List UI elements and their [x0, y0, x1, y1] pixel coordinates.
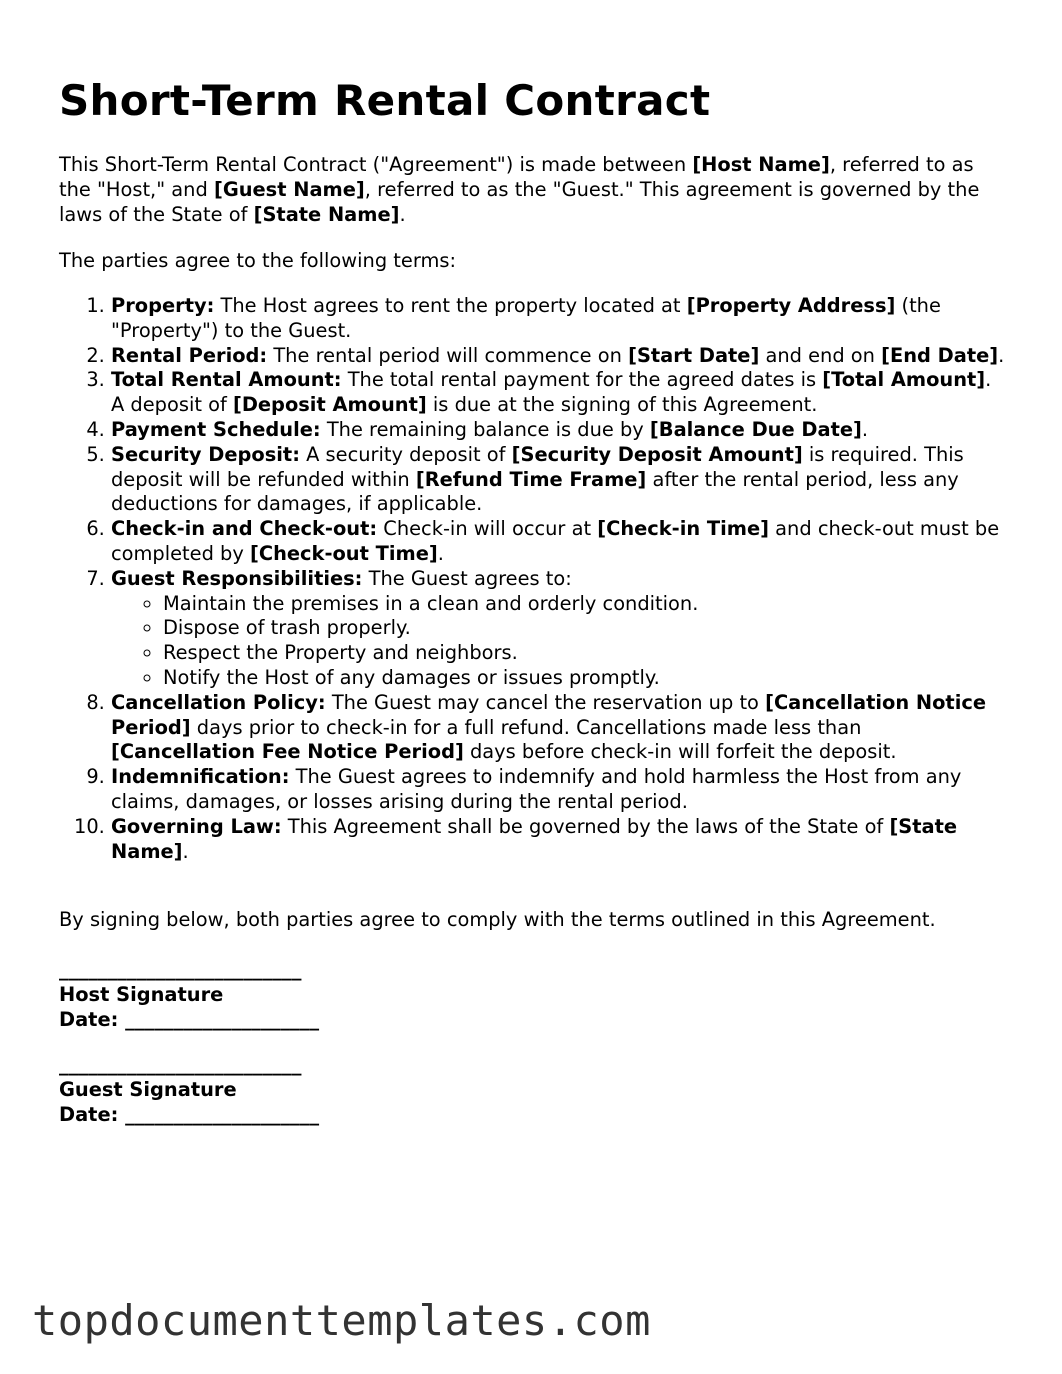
- guest-date-field[interactable]: Date: ____________________: [59, 1102, 320, 1126]
- closing-statement: By signing below, both parties agree to comply with the terms outlined in this Agreement.: [59, 908, 936, 931]
- list-item: ◦ Notify the Host of any damages or issues promptly.: [163, 666, 1009, 691]
- terms-list: [59, 294, 1009, 864]
- host-signature-block: [59, 958, 319, 1032]
- terms-lead: The parties agree to the following terms:: [59, 249, 456, 272]
- term-security-deposit: 5. Security Deposit: A security deposit of [Security Deposit Amount] is required. This deposit will be refunded within [Refund Time Frame] after the rental period, less any deductions for damages, if applicable.: [111, 443, 1009, 517]
- responsibilities-list: [111, 592, 1009, 691]
- guest-name-placeholder: [Guest Name]: [213, 177, 365, 201]
- term-cancellation-policy: 8. Cancellation Policy: The Guest may cancel the reservation up to [Cancellation Notice Period] days prior to check-in for a full refund. Cancellations made less than [Cancellation Fee Notice Period] days before check-in will forfeit the deposit.: [111, 691, 1009, 765]
- guest-signature-line[interactable]: _________________________: [59, 1053, 302, 1076]
- guest-signature-block: [59, 1053, 319, 1127]
- term-indemnification: 9. Indemnification: The Guest agrees to indemnify and hold harmless the Host from any claims, damages, or losses arising during the rental period.: [111, 765, 1009, 815]
- host-date-field[interactable]: Date: ____________________: [59, 1007, 320, 1031]
- term-payment-schedule: 4. Payment Schedule: The remaining balance is due by [Balance Due Date].: [111, 418, 1009, 443]
- intro-paragraph: This Short-Term Rental Contract ("Agreement") is made between [Host Name], referred to as the "Host," and [Guest Name], referred to as the "Guest." This agreement is governed by the laws of the State of [State Name].: [59, 153, 980, 226]
- list-item: ◦ Dispose of trash properly.: [163, 616, 1009, 641]
- page-title: Short-Term Rental Contract: [59, 76, 711, 125]
- list-item: ◦ Respect the Property and neighbors.: [163, 641, 1009, 666]
- term-check-in-check-out: 6. Check-in and Check-out: Check-in will occur at [Check-in Time] and check-out must be completed by [Check-out Time].: [111, 517, 1009, 567]
- watermark: topdocumenttemplates.com: [32, 1296, 651, 1345]
- host-signature-label: Host Signature: [59, 982, 224, 1006]
- term-rental-period: 2. Rental Period: The rental period will commence on [Start Date] and end on [End Date].: [111, 344, 1009, 369]
- term-guest-responsibilities: 7. Guest Responsibilities: The Guest agrees to: ◦ Maintain the premises in a clean and orderly condition. ◦ Dispose of trash properly. ◦ Respect the Property and neighbors. ◦ Notify the Host of any damages or issues promptly.: [111, 567, 1009, 691]
- host-name-placeholder: [Host Name]: [692, 153, 830, 176]
- host-signature-line[interactable]: _________________________: [59, 958, 302, 981]
- state-name-placeholder: [State Name]: [253, 202, 400, 226]
- term-governing-law: 10. Governing Law: This Agreement shall be governed by the laws of the State of [State Name].: [111, 815, 1009, 865]
- term-total-rental-amount: 3. Total Rental Amount: The total rental payment for the agreed dates is [Total Amount]. A deposit of [Deposit Amount] is due at the signing of this Agreement.: [111, 368, 1009, 418]
- term-property: 1. Property: The Host agrees to rent the property located at [Property Address] (the "Property") to the Guest.: [111, 294, 1009, 344]
- list-item: ◦ Maintain the premises in a clean and orderly condition.: [163, 592, 1009, 617]
- guest-signature-label: Guest Signature: [59, 1077, 237, 1101]
